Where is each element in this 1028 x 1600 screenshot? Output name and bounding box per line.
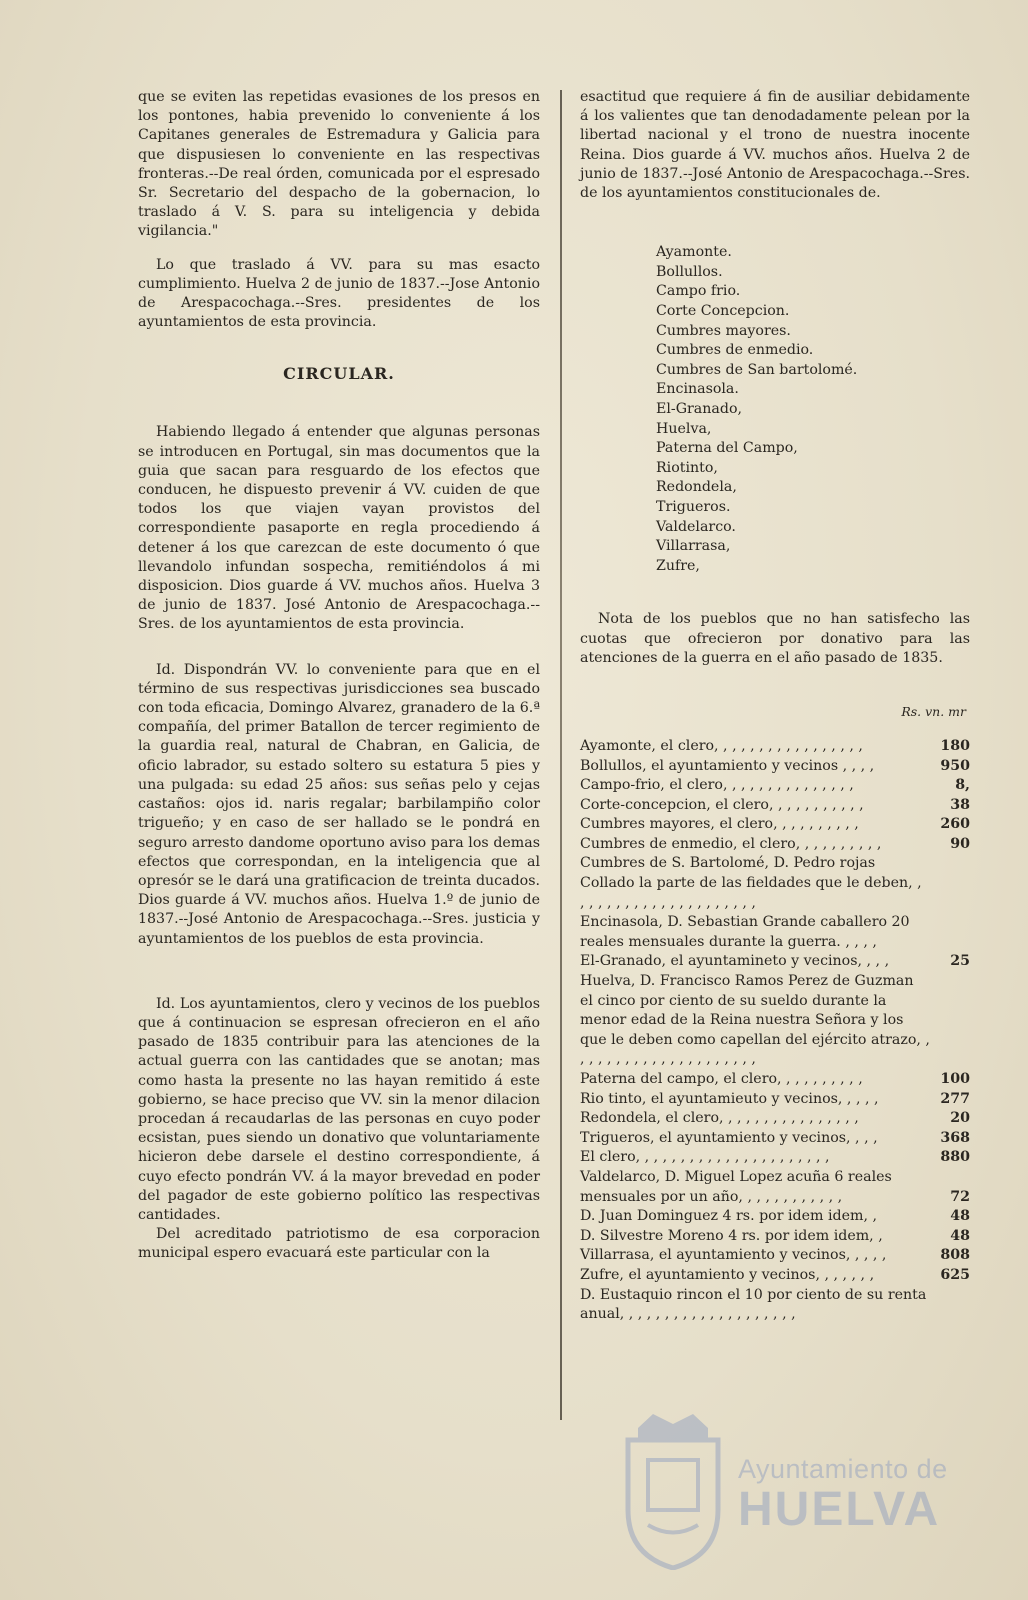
ledger-amount: 100 — [940, 1071, 970, 1088]
ledger-amount: 38 — [950, 796, 970, 813]
ledger-amount: 48 — [950, 1227, 970, 1244]
ledger-description: D. Juan Dominguez 4 rs. por idem idem, , — [580, 1208, 877, 1225]
ledger-description: Huelva, D. Francisco Ramos Perez de Guzman el cinco por ciento de su sueldo durante la menor edad de la Reina nuestra Señora y los que le deben como capellan del ejército atrazo, , , , , , , , , , , , , , , , , , , , , , — [580, 973, 930, 1068]
town-item: Paterna del Campo, — [656, 440, 798, 457]
donation-ledger — [580, 737, 970, 1325]
town-item: Bollullos. — [656, 263, 723, 280]
town-item: Campo frio. — [656, 283, 741, 300]
ledger-amount: 8, — [955, 777, 970, 794]
ledger-amount: 625 — [940, 1266, 970, 1283]
town-list — [656, 243, 970, 576]
town-item: Cumbres mayores. — [656, 322, 791, 339]
town-item: Villarrasa, — [656, 538, 731, 555]
town-item: Valdelarco. — [656, 518, 736, 535]
ledger-description: Valdelarco, D. Miguel Lopez acuña 6 reales mensuales por un año, , , , , , , , , , , , — [580, 1168, 892, 1205]
town-item: Redondela, — [656, 479, 737, 496]
paragraph-donations: Id. Los ayuntamientos, clero y vecinos de los pueblos que á continuacion se espresan ofrecieron en el año pasado de 1835 contribuir para las atenciones de la actual guerra con las cantidades que se anotan; mas como hasta la presente no las hayan remitido á este gobierno, se hace preciso que VV. sin la menor dilacion procedan á recaudarlas de las personas en cuyo poder ecsistan, pues siendo un donativo que voluntariamente hicieron debe darsele el destino correspondiente, á cuyo efecto pondrán VV. á la mayor brevedad en poder del pagador de este gobierno político las respectivas cantidades. — [138, 995, 540, 1223]
ledger-row — [580, 1286, 970, 1325]
ledger-description: Rio tinto, el ayuntamieuto y vecinos, , , , , — [580, 1090, 879, 1107]
ledger-description: Zufre, el ayuntamiento y vecinos, , , , , , , — [580, 1266, 875, 1283]
ledger-description: Cumbres de S. Bartolomé, D. Pedro rojas Collado la parte de las fieldades que le deben, , , , , , , , , , , , , , , , , , , , , , — [580, 855, 922, 911]
ledger-row — [580, 1090, 970, 1110]
ledger-row — [580, 776, 970, 796]
ledger-row — [580, 854, 970, 913]
ledger-row — [580, 1109, 970, 1129]
ledger-row — [580, 1227, 970, 1247]
town-item: Cumbres de enmedio. — [656, 342, 814, 359]
ledger-row — [580, 913, 970, 952]
ledger-description: Encinasola, D. Sebastian Grande caballero 20 reales mensuales durante la guerra. , , , , — [580, 914, 910, 950]
ledger-amount: 260 — [940, 816, 970, 833]
ledger-amount: 368 — [940, 1129, 970, 1146]
ledger-description: El clero, , , , , , , , , , , , , , , , , , , , , , — [580, 1149, 830, 1166]
ledger-amount: 180 — [940, 737, 970, 754]
ledger-row — [580, 796, 970, 816]
ledger-row — [580, 1266, 970, 1286]
ledger-description: Ayamonte, el clero, , , , , , , , , , , , , , , , , — [580, 737, 863, 754]
ledger-description: D. Silvestre Moreno 4 rs. por idem idem, , — [580, 1227, 883, 1244]
town-item: Cumbres de San bartolomé. — [656, 361, 858, 378]
ledger-description: Villarrasa, el ayuntamiento y vecinos, , , , , — [580, 1247, 887, 1264]
left-column — [138, 88, 540, 1264]
ledger-row — [580, 1148, 970, 1168]
paragraph-transfer: Lo que traslado á VV. para su mas esacto cumplimiento. Huelva 2 de junio de 1837.--Jose Antonio de Arespacochaga.--Sres. presidentes de los ayuntamientos de esta provincia. — [138, 256, 540, 331]
ledger-description: Campo-frio, el clero, , , , , , , , , , , , , , , — [580, 777, 854, 794]
ledger-amount: 880 — [940, 1149, 970, 1166]
ledger-row — [580, 1129, 970, 1149]
ledger-amount: 72 — [950, 1188, 970, 1205]
town-item: Encinasola. — [656, 381, 739, 398]
archive-watermark — [618, 1410, 958, 1580]
town-item: Huelva, — [656, 420, 712, 437]
town-item: Corte Concepcion. — [656, 303, 790, 319]
ledger-row — [580, 1070, 970, 1090]
column-divider — [560, 90, 562, 1420]
ledger-amount: 277 — [940, 1090, 970, 1107]
town-item: El-Granado, — [656, 400, 742, 417]
watermark-line1: Ayuntamiento de — [738, 1454, 948, 1484]
ledger-description: Corte-concepcion, el clero, , , , , , , , , , , — [580, 796, 864, 813]
ledger-description: Paterna del campo, el clero, , , , , , , , , , — [580, 1071, 863, 1088]
watermark-text — [738, 1454, 948, 1535]
ledger-description: Bollullos, el ayuntamiento y vecinos , , , , — [580, 757, 875, 774]
currency-unit-header: Rs. vn. mr — [901, 703, 966, 719]
ledger-amount: 48 — [950, 1208, 970, 1225]
city-shield-icon — [618, 1410, 728, 1570]
watermark-line2: HUELVA — [738, 1483, 941, 1536]
ledger-row — [580, 952, 970, 972]
ledger-description: El-Granado, el ayuntamineto y vecinos, , , , — [580, 953, 890, 970]
ledger-row — [580, 835, 970, 855]
ledger-description: D. Eustaquio rincon el 10 por ciento de su renta anual, , , , , , , , , , , , , , , , , , , , — [580, 1286, 927, 1323]
ledger-amount: 808 — [940, 1247, 970, 1264]
ledger-row — [580, 1168, 970, 1207]
ledger-description: Redondela, el clero, , , , , , , , , , , , , , , , — [580, 1110, 859, 1127]
ledger-amount: 950 — [940, 757, 970, 774]
paragraph-circular-portugal: Habiendo llegado á entender que algunas personas se introducen en Portugal, sin mas documentos que la guia que sacan para resguardo de los efectos que conducen, he dispuesto prevenir á VV. cuiden de que todos los que viajen vayan provistos del correspondiente pasaporte en regla procediendo á detener á los que carezcan de este documento ó que llevandolo infundan sospecha, remitiéndolos á mi disposicion. Dios guarde á VV. muchos años. Huelva 3 de junio de 1837. José Antonio de Arespacochaga.--Sres. de los ayuntamientos de esta provincia. — [138, 424, 540, 633]
paragraph-wanted-grenadier: Id. Dispondrán VV. lo conveniente para que en el término de sus respectivas jurisdicciones sea buscado con toda eficacia, Domingo Alvarez, granadero de la 6.ª compañía, del primer Batallon de tercer regimiento de la guardia real, natural de Chabran, en Galicia, de oficio labrador, su estado soltero su estatura 5 pies y una pulgada: su edad 25 años: sus señas pelo y cejas castaños: ojos id. naris regalar; barbilampiño color trigueño; y en caso de ser hallado se le pondrá en seguro arresto dandome oportuno aviso para los demas efectos que correspondan, en la inteligencia que al opresór se le dará una gratificacion de treinta ducados. Dios guarde á VV. muchos años. Huelva 1.º de junio de 1837.--José Antonio de Arespacochaga.--Sres. justicia y ayuntamientos de los pueblos de esta provincia. — [138, 661, 540, 947]
ledger-row — [580, 737, 970, 757]
paragraph-continuation: que se eviten las repetidas evasiones de los presos en los pontones, habia prevenido lo conveniente á los Capitanes generales de Estremadura y Galicia para que dispusiesen lo conveniente en las respectivas fronteras.--De real órden, comunicada por el espresado Sr. Secretario del despacho de la gobernacion, lo traslado á V. S. para su inteligencia y debida vigilancia." — [138, 89, 540, 240]
ledger-amount: 20 — [950, 1110, 970, 1127]
paragraph-continuation-right: esactitud que requiere á fin de ausiliar debidamente á los valientes que tan denodadamente pelean por la libertad nacional y el trono de nuestra inocente Reina. Dios guarde á VV. muchos años. Huelva 2 de junio de 1837.--José Antonio de Arespacochaga.--Sres. de los ayuntamientos constitucionales de. — [580, 89, 970, 202]
right-column — [580, 88, 970, 1325]
ledger-row — [580, 815, 970, 835]
town-item: Trigueros. — [656, 498, 731, 515]
town-item: Riotinto, — [656, 459, 718, 476]
town-item: Ayamonte. — [656, 244, 732, 261]
circular-heading: CIRCULAR. — [283, 364, 395, 384]
ledger-description: Cumbres mayores, el clero, , , , , , , , , , — [580, 816, 859, 833]
paragraph-patriotism: Del acreditado patriotismo de esa corporacion municipal espero evacuará este particular con la — [138, 1226, 540, 1262]
ledger-row — [580, 1246, 970, 1266]
ledger-row — [580, 972, 970, 1070]
ledger-row — [580, 757, 970, 777]
ledger-description: Trigueros, el ayuntamiento y vecinos, , , , — [580, 1129, 878, 1146]
town-item: Zufre, — [656, 557, 700, 574]
ledger-description: Cumbres de enmedio, el clero, , , , , , , , , , — [580, 835, 882, 852]
ledger-amount: 90 — [950, 835, 970, 852]
ledger-row — [580, 1207, 970, 1227]
note-unpaid-towns: Nota de los pueblos que no han satisfecho las cuotas que ofrecieron por donativo para las atenciones de la guerra en el año pasado de 1835. — [580, 611, 970, 666]
ledger-amount: 25 — [950, 953, 970, 970]
